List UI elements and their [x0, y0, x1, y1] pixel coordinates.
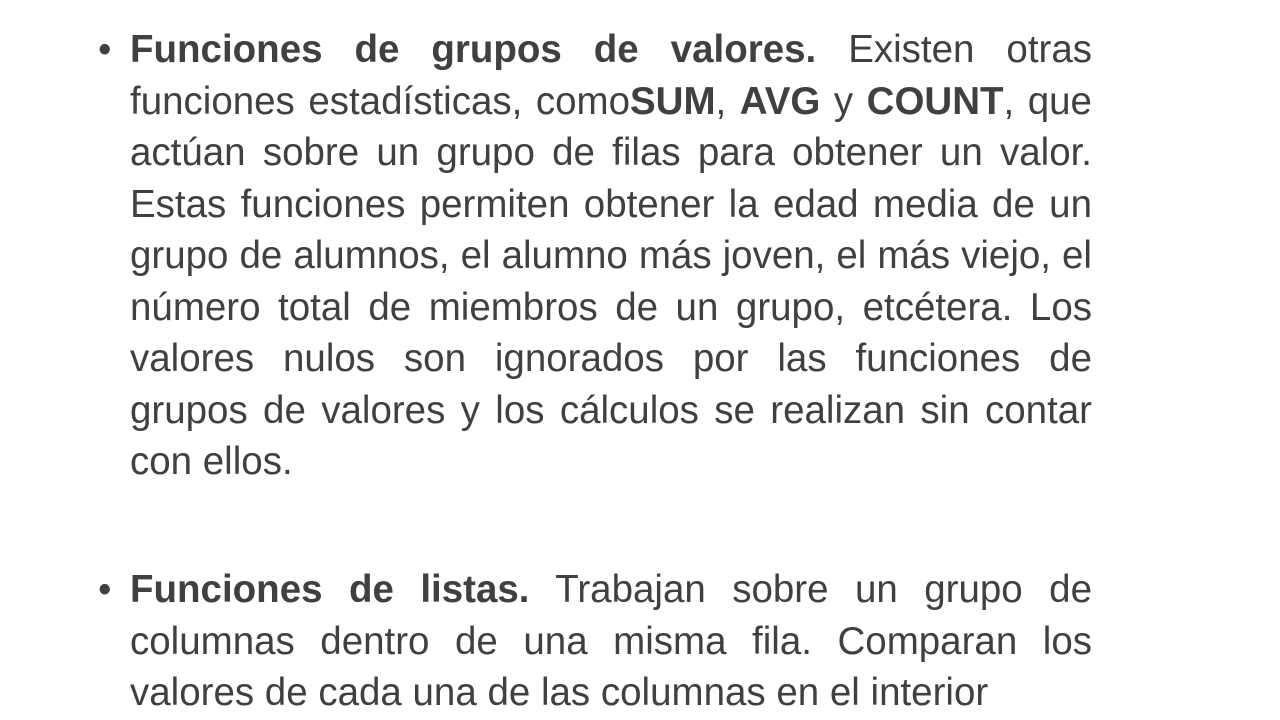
bullet-group-functions: [98, 24, 1092, 488]
bullet-icon: •: [98, 568, 112, 611]
bullet-text: Existen otras funciones estadísticas, como: [130, 28, 1092, 123]
bullet-heading: Funciones de grupos de valores.: [130, 28, 817, 71]
bullet-icon: •: [98, 28, 112, 71]
keyword-sum: SUM: [629, 79, 716, 123]
separator-text: ,: [715, 79, 740, 123]
bullet-text: Trabajan sobre un grupo de columnas dentro de una misma fila. Comparan los valores de cada una de las columnas en el interior: [130, 568, 1092, 714]
keyword-avg: AVG: [739, 79, 821, 123]
bullet-heading: Funciones de listas.: [130, 568, 530, 611]
separator-text: y: [820, 79, 867, 123]
bullet-text: , que actúan sobre un grupo de filas para obtener un valor. Estas funciones permiten obtener la edad media de un grupo de alumnos, el alumno más joven, el más viejo, el número total de miembros de un grupo, etcétera. Los valores nulos son ignorados por las funciones de grupos de valores y los cálculos se realizan sin contar con ellos.: [130, 79, 1092, 483]
keyword-count: COUNT: [866, 79, 1004, 123]
bullet-list-functions: [98, 564, 1092, 719]
